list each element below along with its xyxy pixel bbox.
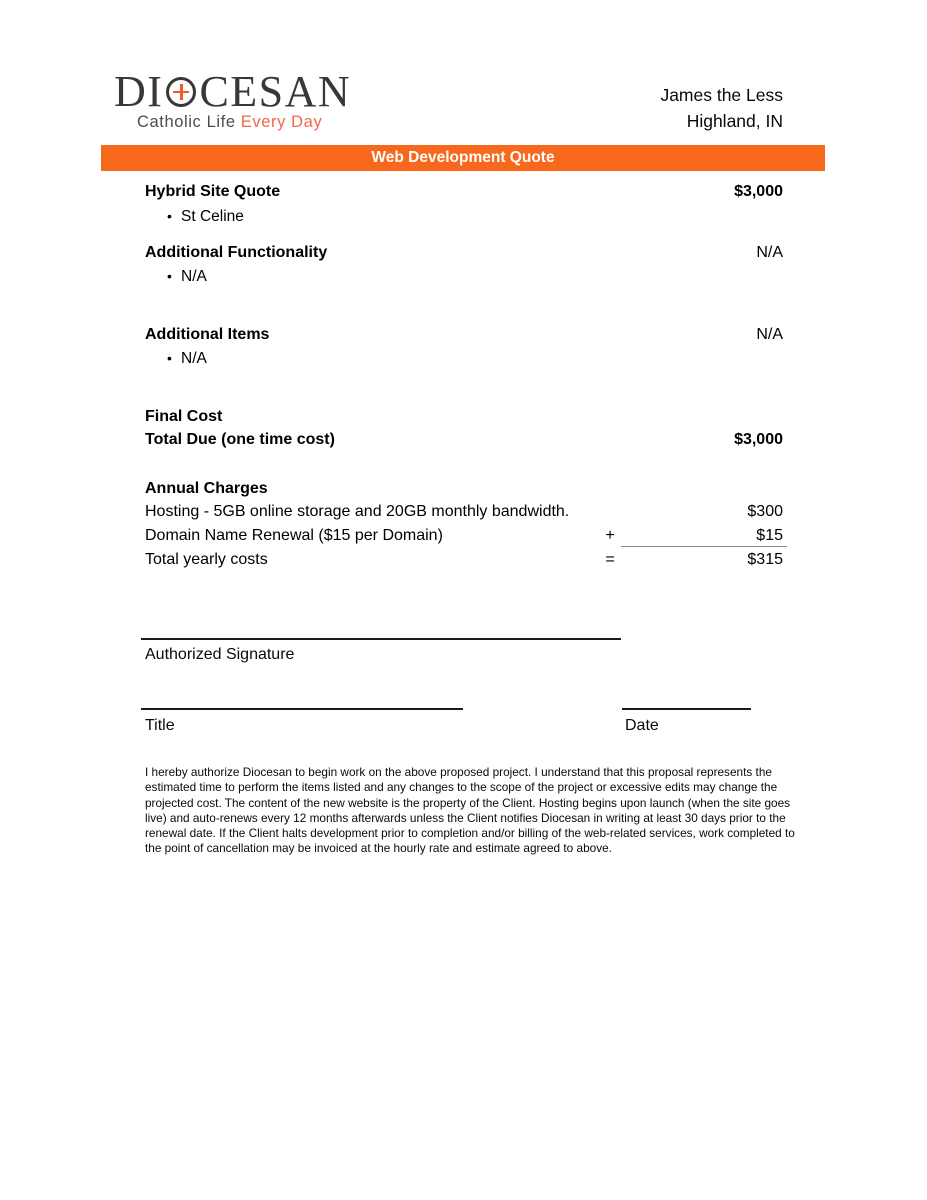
title-line	[141, 692, 463, 710]
equals-operator: =	[605, 551, 615, 568]
bullet-dot-icon: •	[167, 208, 172, 224]
document-title-banner: Web Development Quote	[101, 145, 825, 171]
total-due-label: Total Due (one time cost)	[145, 431, 335, 448]
final-cost-heading	[145, 407, 783, 426]
final-cost-label: Final Cost	[145, 408, 223, 425]
quote-item-row	[145, 182, 783, 201]
bullet-text: N/A	[181, 268, 207, 285]
item-value: N/A	[756, 244, 783, 261]
annual-row-total	[145, 550, 783, 569]
quote-item-row	[145, 325, 783, 344]
annual-row-label: Hosting - 5GB online storage and 20GB monthly bandwidth.	[145, 503, 570, 520]
logo-text-right: CESAN	[199, 67, 352, 116]
sum-divider-line	[621, 546, 787, 547]
logo-wordmark	[114, 67, 352, 116]
terms-paragraph: I hereby authorize Diocesan to begin work on the above proposed project. I understand that this proposal represents the estimated time to perform the items listed and any changes to the scope of the project or excessive edits may change the projected cost. The content of the new website is the property of the Client. Hosting begins upon launch (when the site goes live) and auto-renews every 12 months afterwards unless the Client notifies Diocesan in writing at least 30 days prior to the renewal date. If the Client halts development prior to completion and/or billing of the web-related services, work completed to the point of cancellation may be invoiced at the hourly rate and estimate agreed to above.	[145, 765, 795, 856]
total-due-value: $3,000	[734, 431, 783, 448]
annual-charges-heading	[145, 479, 783, 498]
annual-row-value: $300	[747, 503, 783, 520]
date-label: Date	[625, 717, 659, 734]
client-location: Highland, IN	[686, 111, 783, 131]
item-value: $3,000	[734, 183, 783, 200]
item-label: Additional Functionality	[145, 244, 328, 261]
item-bullet	[167, 267, 207, 286]
annual-row-label: Domain Name Renewal ($15 per Domain)	[145, 527, 443, 544]
annual-charges-label: Annual Charges	[145, 480, 268, 497]
annual-row-hosting	[145, 502, 783, 521]
tagline-accent: Every Day	[240, 113, 323, 131]
item-label: Hybrid Site Quote	[145, 183, 281, 200]
bullet-text: N/A	[181, 350, 207, 367]
item-value: N/A	[756, 326, 783, 343]
bullet-dot-icon: •	[167, 268, 172, 284]
annual-row-value: $15	[756, 527, 783, 544]
client-name: James the Less	[660, 85, 783, 105]
total-due-row	[145, 430, 783, 449]
bullet-text: St Celine	[181, 208, 244, 225]
item-label: Additional Items	[145, 326, 270, 343]
tagline-primary: Catholic Life	[137, 113, 241, 131]
title-label: Title	[145, 717, 175, 734]
client-info	[660, 82, 783, 134]
diocesan-logo	[114, 67, 352, 132]
annual-row-domain	[145, 526, 783, 545]
bullet-dot-icon: •	[167, 350, 172, 366]
logo-text-left: DI	[114, 67, 164, 116]
annual-row-label: Total yearly costs	[145, 551, 268, 568]
authorized-signature-label: Authorized Signature	[145, 646, 295, 663]
item-bullet	[167, 207, 244, 226]
item-bullet	[167, 349, 207, 368]
cross-in-circle-icon	[166, 77, 196, 107]
logo-tagline	[137, 113, 351, 132]
plus-operator: +	[605, 527, 615, 544]
date-line	[622, 692, 751, 710]
authorized-signature-line	[141, 622, 621, 640]
quote-item-row	[145, 243, 783, 262]
annual-row-value: $315	[747, 551, 783, 568]
